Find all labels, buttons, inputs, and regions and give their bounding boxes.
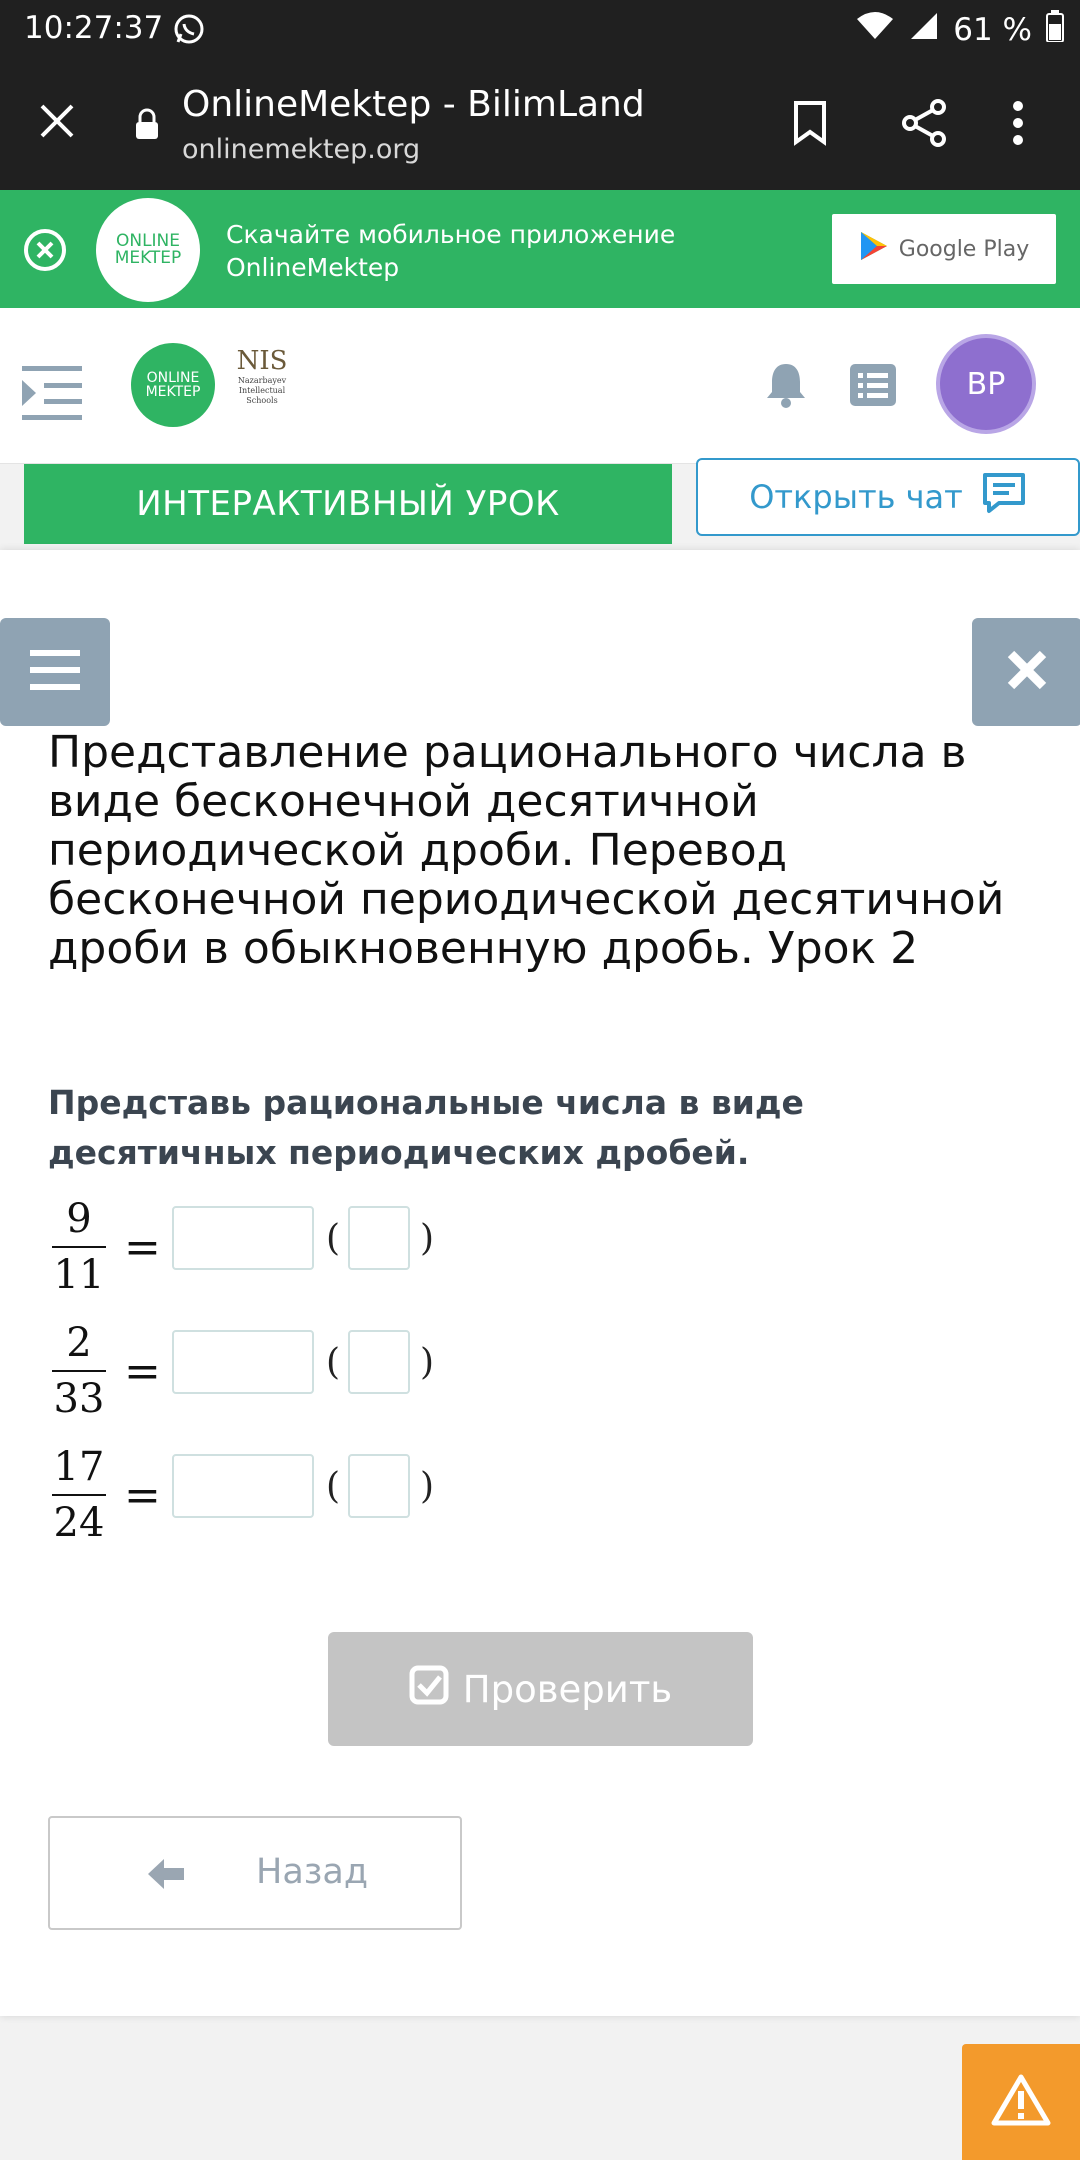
bell-icon[interactable] xyxy=(764,360,808,412)
chat-icon xyxy=(981,471,1027,523)
lesson-menu-button[interactable] xyxy=(0,618,110,726)
browser-bar xyxy=(0,58,1080,190)
open-chat-button[interactable] xyxy=(696,458,1080,536)
site-header xyxy=(0,308,1080,464)
report-problem-button[interactable] xyxy=(962,2044,1080,2160)
nis-sub3: Schools xyxy=(246,396,278,405)
logo-text-line1: ONLINE xyxy=(115,231,181,251)
status-time: 10:27:37 xyxy=(24,10,164,46)
more-icon[interactable] xyxy=(1012,98,1024,152)
share-icon[interactable] xyxy=(900,98,948,152)
numerator: 2 xyxy=(66,1320,92,1366)
google-play-button[interactable] xyxy=(832,214,1056,284)
paren-open: ( xyxy=(326,1342,341,1383)
dismiss-icon[interactable] xyxy=(23,228,67,276)
paren-close: ) xyxy=(420,1218,435,1259)
numerator: 17 xyxy=(53,1444,105,1490)
period-input[interactable] xyxy=(348,1330,410,1394)
check-square-icon xyxy=(409,1665,449,1714)
signal-icon xyxy=(909,11,939,49)
check-button-label: Проверить xyxy=(462,1667,673,1711)
logo-text-line2: MEKTEP xyxy=(114,248,182,268)
nis-sub1: Nazarbayev xyxy=(237,376,287,385)
decimal-input[interactable] xyxy=(172,1206,314,1270)
avatar[interactable]: BP xyxy=(940,338,1032,430)
back-button[interactable] xyxy=(48,1816,462,1930)
period-input[interactable] xyxy=(348,1206,410,1270)
equals-sign: = xyxy=(124,1222,161,1273)
fraction xyxy=(52,1320,106,1422)
paren-open: ( xyxy=(326,1218,341,1259)
nis-logo xyxy=(222,346,302,430)
nis-sub2: Intellectual xyxy=(238,386,286,395)
banner-text-line2: OnlineMektep xyxy=(226,253,400,282)
paren-close: ) xyxy=(420,1466,435,1507)
fraction-bar xyxy=(52,1370,106,1372)
tab-interactive-lesson[interactable]: ИНТЕРАКТИВНЫЙ УРОК xyxy=(24,464,672,544)
close-lesson-button[interactable] xyxy=(972,618,1080,726)
bookmark-icon[interactable] xyxy=(792,100,828,150)
battery-icon xyxy=(1046,10,1064,50)
page-url[interactable]: onlinemektep.org xyxy=(182,134,421,165)
google-play-label: Google Play xyxy=(898,236,1030,262)
lock-icon xyxy=(133,108,161,144)
arrow-left-icon xyxy=(146,1856,186,1901)
status-bar xyxy=(0,0,1080,58)
back-button-label: Назад xyxy=(256,1852,369,1892)
denominator: 11 xyxy=(53,1252,105,1298)
onlinemektep-logo xyxy=(96,198,200,302)
equals-sign: = xyxy=(124,1346,161,1397)
open-chat-label: Открыть чат xyxy=(749,478,963,516)
fraction-bar xyxy=(52,1494,106,1496)
close-icon[interactable] xyxy=(36,100,78,146)
lesson-title: Представление рационального числа в виде бесконечной десятичной периодической дроби. Перевод бесконечной периодической десятичной дроби в обыкновенную дробь. Урок 2 xyxy=(48,727,1005,974)
logo-text-line1: ONLINE xyxy=(146,370,200,386)
battery-percent: 61 % xyxy=(953,12,1032,48)
nis-text: NIS xyxy=(236,346,288,376)
paren-close: ) xyxy=(420,1342,435,1383)
banner-text xyxy=(226,218,675,284)
google-play-icon xyxy=(859,230,889,268)
whatsapp-icon xyxy=(172,12,206,50)
numerator: 9 xyxy=(66,1196,92,1242)
page-title[interactable]: OnlineMektep - BilimLand xyxy=(182,84,645,125)
paren-open: ( xyxy=(326,1466,341,1507)
equals-sign: = xyxy=(124,1470,161,1521)
list-icon[interactable] xyxy=(850,364,896,410)
app-download-banner xyxy=(0,190,1080,308)
denominator: 24 xyxy=(53,1500,105,1546)
menu-icon[interactable] xyxy=(22,364,84,426)
logo-text-line2: MEKTEP xyxy=(145,384,201,400)
period-input[interactable] xyxy=(348,1454,410,1518)
wifi-icon xyxy=(855,11,895,49)
fraction xyxy=(52,1444,106,1546)
decimal-input[interactable] xyxy=(172,1454,314,1518)
banner-text-line1: Скачайте мобильное приложение xyxy=(226,220,676,249)
hamburger-icon xyxy=(30,650,80,694)
fraction xyxy=(52,1196,106,1298)
check-button[interactable] xyxy=(328,1632,753,1746)
fraction-bar xyxy=(52,1246,106,1248)
task-instruction: Представь рациональные числа в виде десятичных периодических дробей. xyxy=(48,1083,804,1172)
onlinemektep-logo[interactable] xyxy=(131,343,215,427)
decimal-input[interactable] xyxy=(172,1330,314,1394)
denominator: 33 xyxy=(53,1376,105,1422)
warning-icon xyxy=(991,2073,1051,2131)
close-x-icon xyxy=(1005,648,1049,696)
